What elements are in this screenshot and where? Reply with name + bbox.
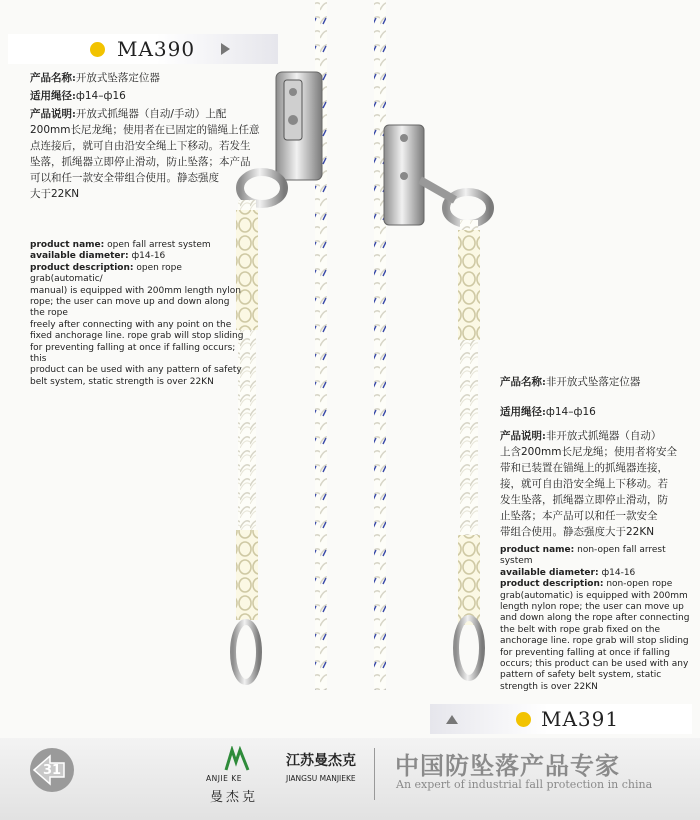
spec-en-ma390 (30, 240, 245, 388)
page-badge (30, 748, 74, 792)
divider (374, 748, 375, 800)
product-name-row: 产品名称:开放式坠落定位器 (30, 72, 160, 84)
spec-cn-ma390 (30, 70, 280, 202)
yellow-dot-icon (516, 712, 531, 727)
brand-en: ANJIE KE (206, 774, 242, 783)
diameter-row: available diameter: ф14-16 (500, 567, 636, 578)
brand-logo-icon (222, 746, 252, 774)
triangle-up-icon (446, 715, 458, 724)
model-tag-ma391 (430, 704, 692, 734)
slogan-en: An expert of industrial fall protection in china (396, 778, 653, 791)
brand-cn: 曼杰克 (210, 790, 259, 805)
company-cn: 江苏曼杰克 (286, 753, 356, 769)
description-block: 产品说明:开放式抓绳器（自动/手动）上配 200mm长尼龙绳；使用者在已固定的锚绳上任意 点连接后，就可自由沿安全绳上下移动。若发生 坠落，抓绳器立即停止滑动，防止坠落；本产品 可以和任一款安全带组合使用。静态强度 大于22KN (30, 108, 260, 200)
model-name: MA390 (117, 37, 196, 61)
brand-logo (206, 746, 270, 806)
yellow-dot-icon (90, 42, 105, 57)
spec-en-ma391 (500, 545, 690, 693)
diameter-row: 适用绳径:ф14–ф16 (500, 406, 596, 418)
company-en: JIANGSU MANJIEKE (286, 774, 356, 783)
carabiner-right (456, 618, 482, 678)
product-name-row: product name: non-open fall arrest system (500, 545, 666, 567)
carabiner-left (233, 622, 259, 682)
model-name: MA391 (541, 707, 620, 731)
description-block: product description: open rope grab(automatic/ manual) is equipped with 200mm length nylon rope; the user can move up and down along the rope freely after connecting with any point on the fixed anchorage line. rope grab will stop sliding for preventing falling at once if falling occurs; this product can be used with any pattern of safety belt system, static strength is over 22KN (30, 262, 244, 387)
spec-cn-ma391 (500, 374, 690, 540)
anchor-rope-right (374, 0, 386, 690)
product-name-row: 产品名称:非开放式坠落定位器 (500, 376, 641, 388)
product-name-row: product name: open fall arrest system (30, 240, 211, 250)
diameter-row: available diameter: ф14-16 (30, 251, 166, 262)
rope-grab-ma391 (384, 125, 490, 225)
description-block: 产品说明:非开放式抓绳器（自动） 上含200mm长尼龙绳；使用者将安全 带和已装置在锚绳上的抓绳器连接， 接，就可自由沿安全绳上下移动。若 发生坠落，抓绳器立即停止滑动，防 止坠落；本产品可以和任一款安全 带组合使用。静态强度大于22KN (500, 430, 677, 538)
slogan-cn: 中国防坠落产品专家 (395, 752, 620, 780)
model-tag-ma390 (8, 34, 278, 64)
footer-band (0, 738, 700, 820)
triangle-right-icon (221, 43, 230, 55)
page-number: 31 (42, 762, 62, 778)
description-block: product description: non-open rope grab(automatic) is equipped with 200mm length nylon rope; the user can move up and down along the rope after connecting the belt with rope grab fixed on the anchorage line. rope grab will stop sliding for preventing falling at once if falling occurs; this product can be used with any pattern of safety belt system, static strength is over 22KN (500, 579, 690, 692)
diameter-row: 适用绳径:ф14–ф16 (30, 90, 126, 102)
